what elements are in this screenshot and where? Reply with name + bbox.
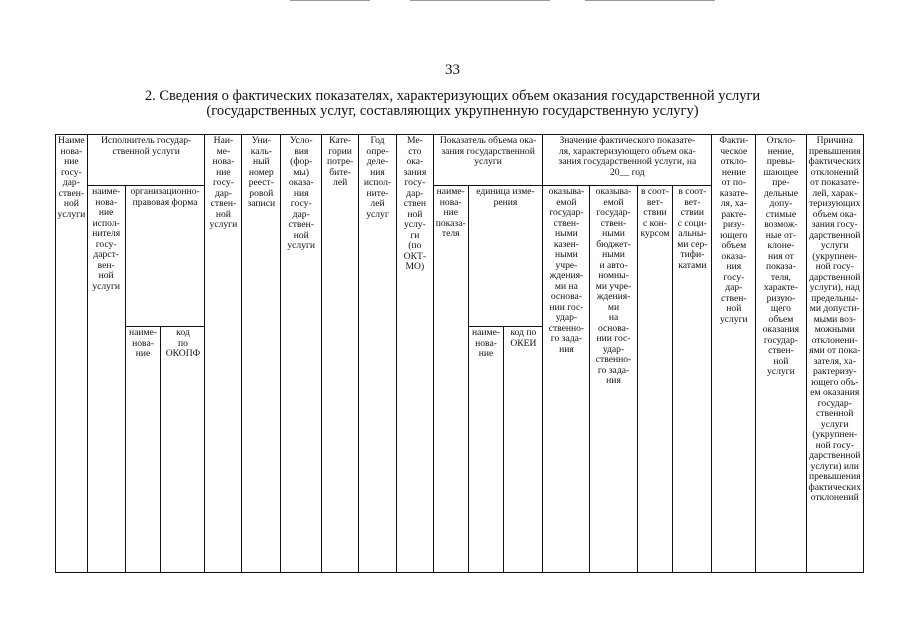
col-actual-deviation: Факти- ческое откло- нение от по- казате- ля, ха- ракте- ризу- ющего объем оказа- ния госу- дар- ствен- ной услуги xyxy=(712,135,756,573)
col-unit-name: наиме- нова- ние xyxy=(468,327,504,573)
col-executor: Исполнитель государ- ственной услуги xyxy=(87,135,205,186)
col-value-state: оказыва- емой государ- ствен- ными казен- ными учре- ждения- ми на основа- нии гос- удар- ственно- го зада- ния xyxy=(543,186,590,573)
header-rule-left xyxy=(290,0,370,1)
col-indicator-name: наиме- нова- ние показа- теля xyxy=(433,186,468,573)
col-unit: единица изме- рения xyxy=(468,186,543,327)
col-unique-number: Уни- каль- ный номер реест- ровой записи xyxy=(242,135,281,573)
col-excess-deviation: Откло- нение, превы- шающее пре- дельные допу- стимые возмож- ные от- клоне- ния от показа- теля, характе- ризую- щего объем оказания государ- ствен- ной услуги xyxy=(756,135,806,573)
page-number: 33 xyxy=(445,62,460,78)
col-place: Ме- сто ока- зания госу- дар- ствен ной услу- ги (по ОКТ- МО) xyxy=(396,135,433,573)
col-actual-value: Значение фактического показате- ля, характеризующего объем ока- зания государственной услуги, на 20__ год xyxy=(543,135,712,186)
section-title xyxy=(100,89,805,119)
col-indicator: Показатель объема ока- зания государственной услуги xyxy=(433,135,543,186)
col-conditions: Усло- вия (фор- мы) оказа- ния госу- дар- ствен- ной услуги xyxy=(281,135,322,573)
section-title-line2: (государственных услуг, составляющих укрупненную государственную услугу) xyxy=(206,103,699,119)
section-title-line1: 2. Сведения о фактических показателях, характеризующих объем оказания государственной услуги xyxy=(144,88,761,104)
col-value-contest: в соот- вет- ствии с кон- курсом xyxy=(637,186,673,573)
col-unit-okei: код по ОКЕИ xyxy=(504,327,543,573)
col-org-legal-form: организационно- правовая форма xyxy=(125,186,205,327)
col-olf-name: наиме- нова- ние xyxy=(125,327,161,573)
header-rule-right xyxy=(585,0,715,1)
col-service-name-2: Наи- ме- нова- ние госу- дар- ствен- ной услуги xyxy=(205,135,242,573)
col-olf-okopf: код по ОКОПФ xyxy=(161,327,205,573)
col-value-budget: оказыва- емой государ- ствен- ными бюджет- ными и авто- номны- ми учре- ждения- ми на основа- нии гос- удар- ственно- го зада- ния xyxy=(590,186,637,573)
indicators-table xyxy=(55,134,864,573)
col-executor-name: наиме- нова- ние испол- нителя госу- дарст- вен- ной услуги xyxy=(87,186,125,573)
col-reason: Причина превышения фактических отклонений от показате- лей, харак- теризующих объем ока- зания госу- дарственной услуги (укрупнен- ной госу- дарственной услуги), над предельны- ми допусти- мыми воз- можными отклонени- ями от пока- зателя, ха- рактеризу- ющего объ- ем оказания государ- ственной услуги (укрупнен- ной госу- дарственной услуги) или превышения фактических отклонений xyxy=(806,135,864,573)
col-categories: Кате- гории потре- бите- лей xyxy=(322,135,359,573)
col-service-name: Наиме нова- ние госу- дар- ствен- ной услуги xyxy=(56,135,88,573)
col-year: Год опре- деле- ния испол- ните- лей услуг xyxy=(359,135,397,573)
col-value-social: в соот- вет- ствии с соци- альны- ми сер- тифи- катами xyxy=(673,186,712,573)
header-rule-mid xyxy=(410,0,550,1)
